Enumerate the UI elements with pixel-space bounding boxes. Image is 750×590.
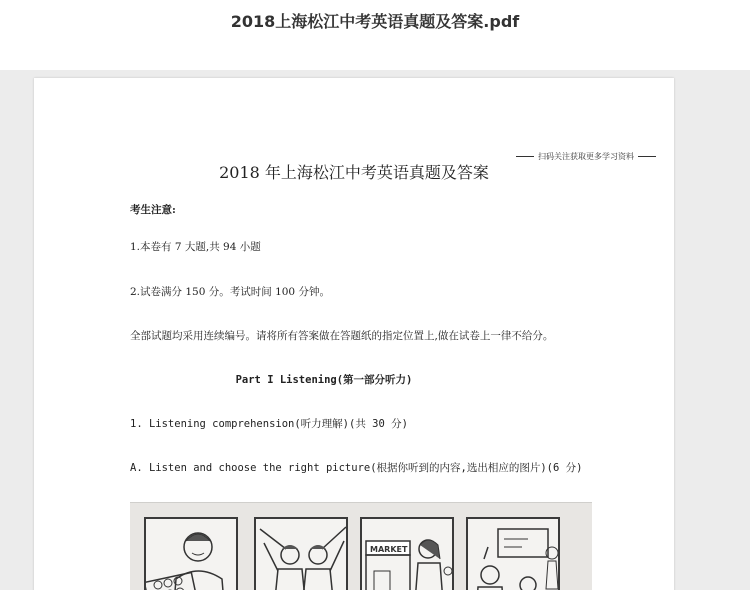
paper-title: 2018 年上海松江中考英语真题及答案 [219, 163, 489, 182]
picture-c-drawing [362, 519, 454, 590]
instruction-line: A. Listen and choose the right picture(根据你听到的内容,选出相应的图片)(6 分) [130, 462, 583, 474]
section-heading: 1. Listening comprehension(听力理解)(共 30 分) [130, 418, 408, 430]
header-rule-left [516, 156, 534, 157]
notice-line-3: 全部试题均采用连续编号。请将所有答案做在答题纸的指定位置上,做在试卷上一律不给分。 [130, 330, 554, 342]
viewer-toolbar [0, 0, 750, 70]
picture-c [360, 517, 454, 590]
picture-a-drawing [146, 519, 238, 590]
picture-strip [130, 502, 592, 590]
header-rule-right [638, 156, 656, 157]
part-heading: Part I Listening(第一部分听力) [235, 374, 413, 386]
picture-d-drawing [468, 519, 560, 590]
notice-line-1: 1.本卷有 7 大题,共 94 小题 [130, 241, 261, 253]
header-note-text: 扫码关注获取更多学习资料 [538, 152, 634, 161]
file-title: 2018上海松江中考英语真题及答案.pdf [230, 12, 520, 31]
picture-a [144, 517, 238, 590]
picture-b [254, 517, 348, 590]
notice-heading: 考生注意: [130, 204, 176, 216]
picture-d [466, 517, 560, 590]
picture-b-drawing [256, 519, 348, 590]
pdf-page[interactable] [34, 78, 674, 590]
notice-line-2: 2.试卷满分 150 分。考试时间 100 分钟。 [130, 286, 330, 298]
market-sign-text: MARKET [370, 545, 408, 554]
